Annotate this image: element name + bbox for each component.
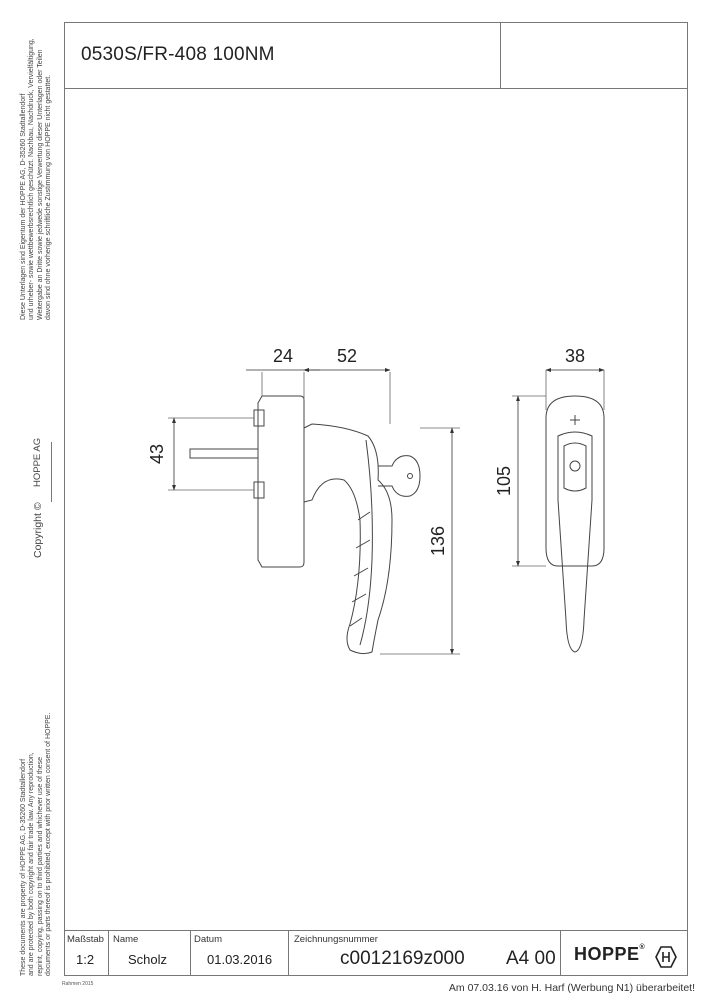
drawing-number-label: Zeichnungsnummer xyxy=(294,934,378,945)
german-notice-line: Diese Unterlagen sind Eigentum der HOPPE AG, D-35260 Stadtallendorf xyxy=(20,93,27,320)
hoppe-logo xyxy=(574,944,645,965)
owner-label: HOPPE AG xyxy=(32,437,43,487)
dim-value-38: 38 xyxy=(564,346,586,366)
cylinder-core xyxy=(570,461,580,471)
screw-top xyxy=(254,410,264,426)
lock-cylinder-front xyxy=(564,443,586,491)
logo-text: HOPPE xyxy=(574,944,640,964)
dim-value-136: 136 xyxy=(428,525,448,557)
date-value: 01.03.2016 xyxy=(207,952,273,967)
rosette-side-view xyxy=(258,396,304,567)
spindle xyxy=(190,449,258,458)
logo-registered-mark: ® xyxy=(639,944,646,951)
title-block-divider xyxy=(560,930,561,976)
name-value: Scholz xyxy=(128,952,168,967)
dim-value-24: 24 xyxy=(272,346,294,366)
title-block-top xyxy=(64,930,688,931)
key-hole xyxy=(408,474,413,479)
scale-label: Maßstab xyxy=(67,934,104,945)
german-notice-line: Weitergabe an Dritte sowie jedwede sonstige Verwertung dieser Unterlagen oder Teilen xyxy=(36,49,44,320)
title-block-divider xyxy=(288,930,289,976)
english-notice-line: These documents are property of HOPPE AG, D-35260 Stadtallendorf xyxy=(20,758,27,976)
german-notice-line: davon sind ohne vorherige schriftliche Zustimmung von HOPPE nicht gestattet. xyxy=(44,74,52,320)
english-notice-line: documents or parts thereof is prohibited, except with prior written consent of HOPPE. xyxy=(44,712,52,976)
handle-front-view xyxy=(558,432,592,652)
scale-value: 1:2 xyxy=(76,952,95,967)
title-block-divider xyxy=(108,930,109,976)
german-notice-line: und urheber- sowie wettbewerbsrechtlich geschützt. Nachbau, Nachdruck, Vervielfältigung, xyxy=(28,38,36,320)
dim-value-105: 105 xyxy=(494,465,514,497)
hoppe-logo-icon xyxy=(655,946,677,968)
dim-value-43: 43 xyxy=(147,443,167,465)
title-block-divider xyxy=(190,930,191,976)
drawing-number-value: c0012169z000 xyxy=(340,948,465,969)
name-label: Name xyxy=(113,934,139,945)
screw-bottom xyxy=(254,482,264,498)
frame-label: Rahmen 2015 xyxy=(62,981,94,987)
english-notice-line: reprint, copying, passing on to third parties and whichever use of these xyxy=(36,756,44,976)
handle-side-view xyxy=(304,424,392,654)
date-label: Datum xyxy=(194,934,222,945)
copyright-label: Copyright © xyxy=(32,502,44,558)
key-side-view xyxy=(378,456,420,497)
english-notice-line: and are protected by both copyright and fair trade law. Any reproduction, xyxy=(28,752,36,976)
format-value: A4 00 xyxy=(506,948,556,969)
drawing-title: 0530S/FR-408 100NM xyxy=(81,44,275,65)
dim-value-52: 52 xyxy=(336,346,358,366)
revision-note: Am 07.03.16 von H. Harf (Werbung N1) überarbeitet! xyxy=(448,982,695,994)
front-crosshair xyxy=(570,415,580,425)
